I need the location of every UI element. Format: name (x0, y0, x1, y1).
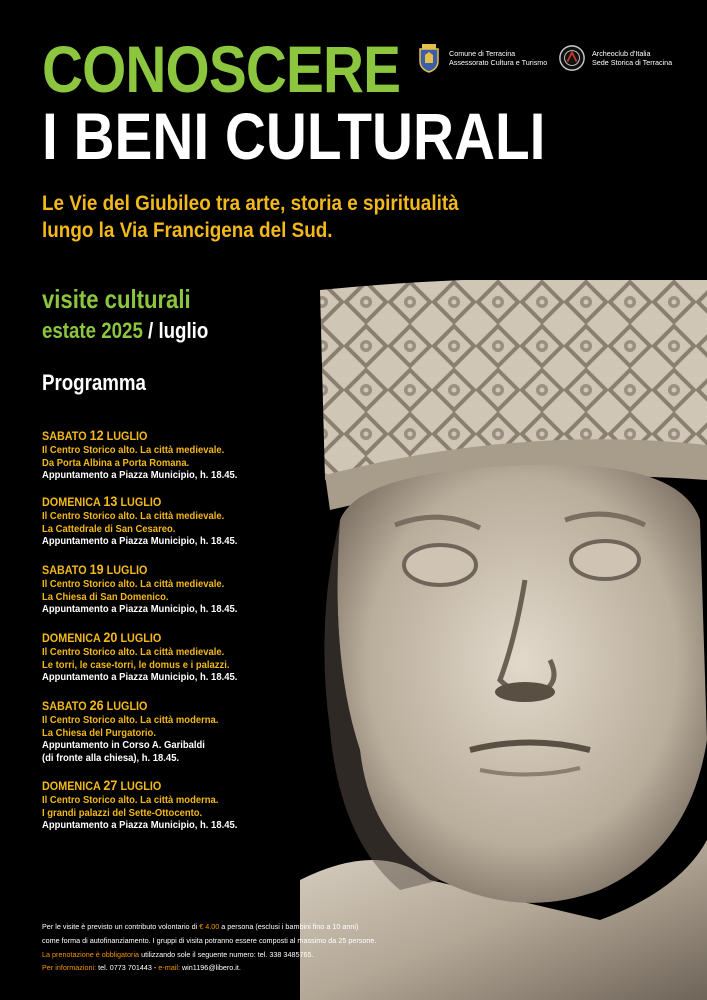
event-meeting: Appuntamento a Piazza Municipio, h. 18.45. (42, 469, 238, 481)
event-month: LUGLIO (120, 495, 162, 509)
event-meeting: (di fronte alla chiesa), h. 18.45. (42, 751, 180, 764)
event-line: Da Porta Albina a Porta Romana. (42, 456, 190, 469)
footer-email[interactable]: win1196@libero.it. (179, 963, 241, 972)
event-line: La Cattedrale di San Cesareo. (42, 522, 176, 535)
programma-heading: Programma (42, 370, 146, 395)
footer-text: Per le visite è previsto un contributo volontario di (42, 922, 200, 931)
event-item (42, 778, 276, 832)
event-weekday: DOMENICA (42, 779, 101, 793)
event-month: LUGLIO (106, 563, 148, 577)
event-weekday: SABATO (42, 563, 87, 577)
event-line: Il Centro Storico alto. La città moderna. (42, 714, 219, 726)
event-line: Il Centro Storico alto. La città moderna. (42, 794, 219, 806)
event-month: LUGLIO (106, 429, 148, 443)
season-label: estate 2025 (42, 318, 143, 343)
footer-groups: come forma di autofinanziamento. I gruppi di visita potranno essere composti al massimo da 25 persone. (42, 936, 377, 945)
bishop-bust-image (300, 280, 707, 1000)
event-weekday: SABATO (42, 429, 87, 443)
footer-contribution (42, 921, 358, 933)
title-line-2: I BENI CULTURALI (42, 99, 546, 173)
event-day-number: 26 (89, 697, 104, 713)
footer-booking (42, 949, 314, 961)
footer-info-label: Per informazioni: (42, 963, 97, 972)
event-item (42, 630, 276, 684)
event-weekday: DOMENICA (42, 631, 101, 645)
event-meeting: Appuntamento a Piazza Municipio, h. 18.45. (42, 535, 238, 547)
event-line: Il Centro Storico alto. La città medievale. (42, 646, 225, 658)
archeoclub-seal-icon (558, 42, 586, 74)
logo-archeoclub-line1: Archeoclub d'Italia (592, 49, 651, 58)
logo-comune-line1: Comune di Terracina (449, 49, 516, 58)
footer-price: € 4.00 (199, 922, 220, 931)
footer-email-label: e-mail: (158, 963, 180, 972)
subtitle-line-1: Le Vie del Giubileo tra arte, storia e spiritualità (42, 192, 459, 215)
footer-booking-required: La prenotazione è obbligatoria (42, 950, 140, 959)
footer-info (42, 962, 241, 974)
event-weekday: SABATO (42, 699, 87, 713)
footer-phone: tel. 0773 701443 - (96, 963, 159, 972)
event-day-number: 13 (103, 493, 118, 509)
event-meeting: Appuntamento in Corso A. Garibaldi (42, 739, 205, 751)
event-meeting: Appuntamento a Piazza Municipio, h. 18.45. (42, 603, 238, 615)
event-month: LUGLIO (106, 699, 148, 713)
event-item (42, 494, 276, 548)
event-line: Il Centro Storico alto. La città medievale. (42, 444, 225, 456)
footer-text: a persona (esclusi i bambini fino a 10 anni) (219, 922, 359, 931)
event-item (42, 562, 276, 616)
event-line: La Chiesa del Purgatorio. (42, 726, 156, 739)
event-day-number: 27 (103, 777, 118, 793)
logo-archeoclub (558, 42, 672, 74)
event-month: LUGLIO (120, 631, 162, 645)
month-label: / luglio (142, 318, 209, 343)
event-item (42, 428, 276, 482)
logo-archeoclub-line2: Sede Storica di Terracina (592, 58, 673, 67)
event-day-number: 12 (89, 427, 104, 443)
event-line: Il Centro Storico alto. La città medievale. (42, 578, 225, 590)
event-item (42, 698, 276, 764)
event-line: Il Centro Storico alto. La città medievale. (42, 510, 225, 522)
subtitle-line-2: lungo la Via Francigena del Sud. (42, 219, 333, 242)
logo-comune-line2: Assessorato Cultura e Turismo (449, 58, 548, 67)
visits-season (42, 318, 208, 344)
event-day-number: 19 (89, 561, 104, 577)
event-meeting: Appuntamento a Piazza Municipio, h. 18.45. (42, 671, 238, 683)
event-line: I grandi palazzi del Sette-Ottocento. (42, 806, 203, 819)
event-day-number: 20 (103, 629, 118, 645)
visits-label: visite culturali (42, 284, 191, 314)
event-meeting: Appuntamento a Piazza Municipio, h. 18.45. (42, 819, 238, 831)
logo-comune (415, 42, 547, 74)
event-weekday: DOMENICA (42, 495, 101, 509)
title-line-1: CONOSCERE (42, 32, 401, 106)
footer-text: utilizzando sole il seguente numero: tel. 338 3485765. (139, 950, 314, 959)
coat-of-arms-icon (415, 42, 443, 74)
event-line: La Chiesa di San Domenico. (42, 590, 169, 603)
event-month: LUGLIO (120, 779, 162, 793)
event-line: Le torri, le case-torri, le domus e i palazzi. (42, 658, 230, 671)
